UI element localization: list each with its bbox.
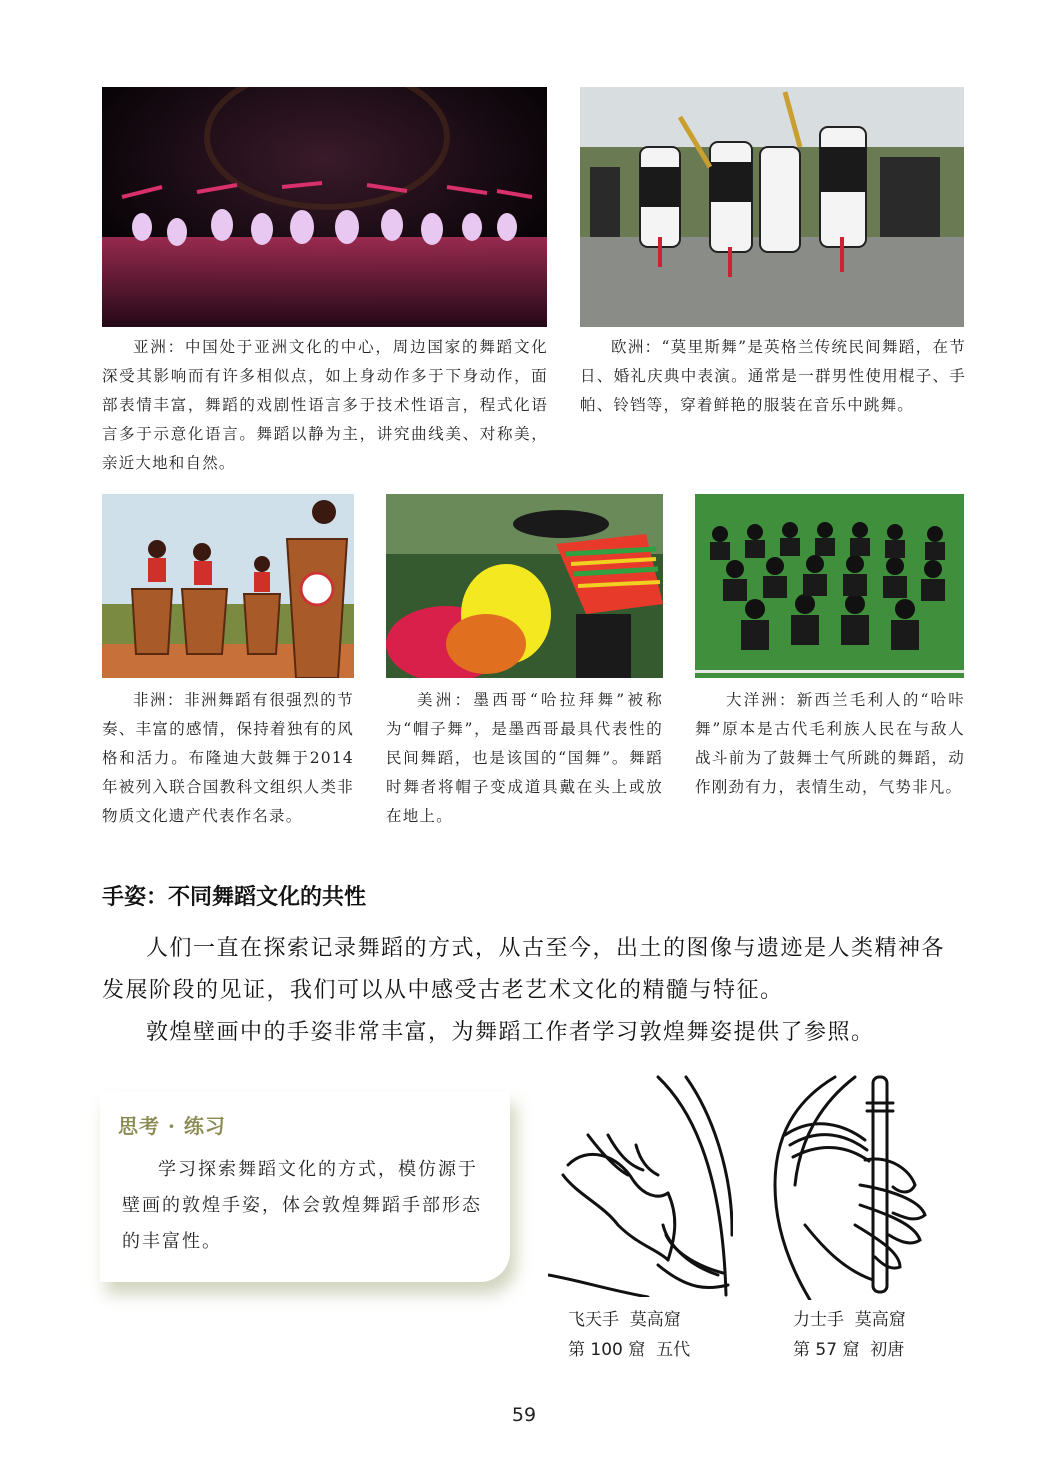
exercise-text: 学习探索舞蹈文化的方式，模仿源于壁画的敦煌手姿，体会敦煌舞蹈手部形态的丰富性。 — [122, 1159, 482, 1252]
section-heading: 手姿：不同舞蹈文化的共性 — [102, 885, 367, 910]
lishi-hand-caption — [793, 1305, 906, 1365]
feitian-hand-caption — [568, 1305, 690, 1365]
africa-drum-photo — [102, 494, 354, 678]
section-paragraph-1: 人们一直在探索记录舞蹈的方式，从古至今，出土的图像与遗迹是人类精神各发展阶段的见证，我们可以从中感受古老艺术文化的精髓与特征。 — [102, 936, 946, 1003]
america-caption: 美洲：墨西哥“哈拉拜舞”被称为“帽子舞”，是墨西哥最具代表性的民间舞蹈，也是该国的“国舞”。舞蹈时舞者将帽子变成道具戴在头上或放在地上。 — [386, 691, 663, 825]
europe-dance-photo — [580, 87, 964, 327]
america-hat-dance-photo — [386, 494, 663, 678]
page-number: 59 — [511, 1404, 537, 1426]
lishi-caption-line2: 第 57 窟 初唐 — [793, 1340, 905, 1360]
exercise-box — [100, 1092, 510, 1282]
oceania-caption: 大洋洲：新西兰毛利人的“哈咔舞”原本是古代毛利族人民在与敌人战斗前为了鼓舞士气所跳的舞蹈，动作刚劲有力，表情生动，气势非凡。 — [695, 691, 965, 796]
lishi-caption-line1: 力士手 莫高窟 — [793, 1310, 906, 1330]
asia-dance-photo — [102, 87, 547, 327]
section-paragraph-2: 敦煌壁画中的手姿非常丰富，为舞蹈工作者学习敦煌舞姿提供了参照。 — [146, 1020, 875, 1045]
feitian-caption-line2: 第 100 窟 五代 — [568, 1340, 691, 1360]
oceania-haka-photo — [695, 494, 964, 678]
lishi-hand-drawing — [765, 1075, 940, 1300]
feitian-hand-drawing — [548, 1075, 733, 1297]
feitian-caption-line1: 飞天手 莫高窟 — [568, 1310, 681, 1330]
africa-caption: 非洲：非洲舞蹈有很强烈的节奏、丰富的感情，保持着独有的风格和活力。布隆迪大鼓舞于2014年被列入联合国教科文组织人类非物质文化遗产代表作名录。 — [102, 691, 354, 825]
asia-caption: 亚洲：中国处于亚洲文化的中心，周边国家的舞蹈文化深受其影响而有许多相似点，如上身动作多于下身动作，面部表情丰富，舞蹈的戏剧性语言多于技术性语言，程式化语言多于示意化语言。舞蹈以静为主，讲究曲线美、对称美，亲近大地和自然。 — [102, 338, 548, 472]
europe-caption: 欧洲：“莫里斯舞”是英格兰传统民间舞蹈，在节日、婚礼庆典中表演。通常是一群男性使用棍子、手帕、铃铛等，穿着鲜艳的服装在音乐中跳舞。 — [580, 338, 966, 414]
exercise-title: 思考 · 练习 — [118, 1114, 226, 1138]
